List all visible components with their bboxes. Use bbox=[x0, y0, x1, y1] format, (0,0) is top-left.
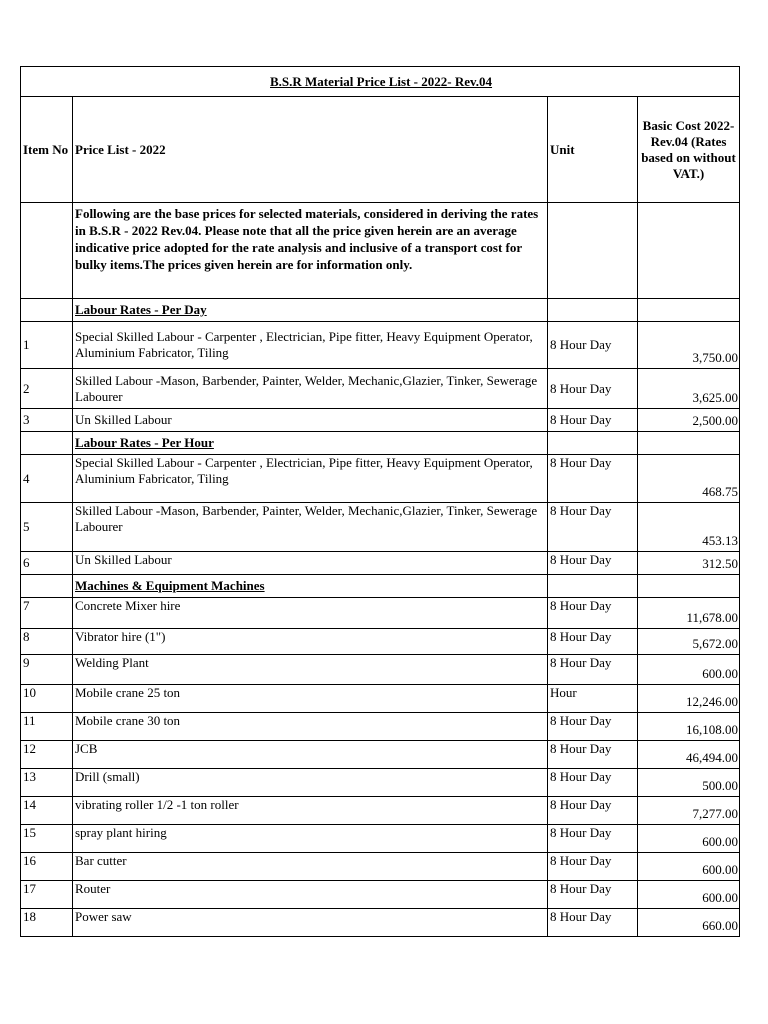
item-cost: 312.50 bbox=[638, 552, 740, 575]
table-row bbox=[21, 552, 740, 575]
section-heading-row bbox=[21, 299, 740, 322]
item-number: 7 bbox=[21, 598, 73, 629]
item-cost: 600.00 bbox=[638, 825, 740, 853]
item-cost: 11,678.00 bbox=[638, 598, 740, 629]
document-title: B.S.R Material Price List - 2022- Rev.04 bbox=[21, 67, 740, 97]
item-unit: 8 Hour Day bbox=[548, 769, 638, 797]
item-number: 4 bbox=[21, 455, 73, 503]
item-description: JCB bbox=[73, 741, 548, 769]
item-cost: 16,108.00 bbox=[638, 713, 740, 741]
item-cost: 46,494.00 bbox=[638, 741, 740, 769]
section-heading: Labour Rates - Per Day bbox=[73, 299, 548, 322]
item-number: 5 bbox=[21, 503, 73, 552]
table-row bbox=[21, 797, 740, 825]
item-description: Drill (small) bbox=[73, 769, 548, 797]
item-cost: 600.00 bbox=[638, 881, 740, 909]
item-cost: 600.00 bbox=[638, 853, 740, 881]
table-row bbox=[21, 629, 740, 655]
section-empty-cell bbox=[548, 432, 638, 455]
table-row bbox=[21, 655, 740, 685]
section-empty-cell bbox=[21, 432, 73, 455]
item-number: 9 bbox=[21, 655, 73, 685]
item-cost: 3,750.00 bbox=[638, 322, 740, 369]
item-description: vibrating roller 1/2 -1 ton roller bbox=[73, 797, 548, 825]
item-unit: 8 Hour Day bbox=[548, 797, 638, 825]
item-description: Skilled Labour -Mason, Barbender, Painter, Welder, Mechanic,Glazier, Tinker, Sewerage Labourer bbox=[73, 369, 548, 409]
table-row bbox=[21, 769, 740, 797]
item-cost: 660.00 bbox=[638, 909, 740, 937]
section-heading: Machines & Equipment Machines bbox=[73, 575, 548, 598]
item-number: 18 bbox=[21, 909, 73, 937]
item-number: 17 bbox=[21, 881, 73, 909]
item-unit: 8 Hour Day bbox=[548, 598, 638, 629]
item-description: Welding Plant bbox=[73, 655, 548, 685]
item-description: Un Skilled Labour bbox=[73, 552, 548, 575]
item-cost: 3,625.00 bbox=[638, 369, 740, 409]
table-row bbox=[21, 881, 740, 909]
price-list-table bbox=[20, 66, 740, 937]
item-unit: 8 Hour Day bbox=[548, 655, 638, 685]
item-description: Power saw bbox=[73, 909, 548, 937]
item-cost: 5,672.00 bbox=[638, 629, 740, 655]
table-row bbox=[21, 455, 740, 503]
header-price-list: Price List - 2022 bbox=[73, 97, 548, 203]
item-number: 1 bbox=[21, 322, 73, 369]
section-empty-cell bbox=[548, 575, 638, 598]
item-number: 11 bbox=[21, 713, 73, 741]
section-empty-cell bbox=[548, 299, 638, 322]
table-row bbox=[21, 909, 740, 937]
item-description: spray plant hiring bbox=[73, 825, 548, 853]
item-cost: 453.13 bbox=[638, 503, 740, 552]
item-number: 14 bbox=[21, 797, 73, 825]
section-empty-cell bbox=[638, 575, 740, 598]
item-number: 8 bbox=[21, 629, 73, 655]
table-row bbox=[21, 369, 740, 409]
item-description: Un Skilled Labour bbox=[73, 409, 548, 432]
item-description: Special Skilled Labour - Carpenter , Electrician, Pipe fitter, Heavy Equipment Operator, Aluminium Fabricator, Tiling bbox=[73, 455, 548, 503]
item-cost: 468.75 bbox=[638, 455, 740, 503]
item-cost: 12,246.00 bbox=[638, 685, 740, 713]
note-empty-cell bbox=[21, 203, 73, 299]
item-description: Bar cutter bbox=[73, 853, 548, 881]
table-row bbox=[21, 409, 740, 432]
note-empty-cell bbox=[638, 203, 740, 299]
item-description: Skilled Labour -Mason, Barbender, Painter, Welder, Mechanic,Glazier, Tinker, Sewerage Labourer bbox=[73, 503, 548, 552]
item-cost: 600.00 bbox=[638, 655, 740, 685]
table-row bbox=[21, 503, 740, 552]
section-empty-cell bbox=[21, 575, 73, 598]
item-unit: 8 Hour Day bbox=[548, 909, 638, 937]
item-unit: 8 Hour Day bbox=[548, 825, 638, 853]
table-row bbox=[21, 322, 740, 369]
header-row bbox=[21, 97, 740, 203]
note-row bbox=[21, 203, 740, 299]
item-unit: 8 Hour Day bbox=[548, 503, 638, 552]
item-unit: 8 Hour Day bbox=[548, 629, 638, 655]
title-row bbox=[21, 67, 740, 97]
item-number: 2 bbox=[21, 369, 73, 409]
table-row bbox=[21, 825, 740, 853]
item-unit: 8 Hour Day bbox=[548, 853, 638, 881]
section-heading-row bbox=[21, 575, 740, 598]
item-description: Special Skilled Labour - Carpenter , Electrician, Pipe fitter, Heavy Equipment Operator, Aluminium Fabricator, Tiling bbox=[73, 322, 548, 369]
item-unit: 8 Hour Day bbox=[548, 369, 638, 409]
header-basic-cost: Basic Cost 2022-Rev.04 (Rates based on without VAT.) bbox=[638, 97, 740, 203]
item-cost: 7,277.00 bbox=[638, 797, 740, 825]
header-item-no: Item No bbox=[21, 97, 73, 203]
table-row bbox=[21, 598, 740, 629]
item-number: 13 bbox=[21, 769, 73, 797]
section-heading: Labour Rates - Per Hour bbox=[73, 432, 548, 455]
item-number: 12 bbox=[21, 741, 73, 769]
item-unit: 8 Hour Day bbox=[548, 741, 638, 769]
item-description: Vibrator hire (1") bbox=[73, 629, 548, 655]
item-unit: 8 Hour Day bbox=[548, 409, 638, 432]
item-unit: 8 Hour Day bbox=[548, 713, 638, 741]
item-description: Router bbox=[73, 881, 548, 909]
item-number: 15 bbox=[21, 825, 73, 853]
note-empty-cell bbox=[548, 203, 638, 299]
header-unit: Unit bbox=[548, 97, 638, 203]
item-cost: 2,500.00 bbox=[638, 409, 740, 432]
intro-note: Following are the base prices for selected materials, considered in deriving the rates in B.S.R - 2022 Rev.04. Please note that all the price given herein are an average indicative price adopted for the rate analysis and inclusive of a transport cost for bulky items.The prices given herein are for information only. bbox=[73, 203, 548, 299]
item-number: 16 bbox=[21, 853, 73, 881]
item-unit: 8 Hour Day bbox=[548, 322, 638, 369]
section-empty-cell bbox=[638, 432, 740, 455]
table-row bbox=[21, 713, 740, 741]
table-row bbox=[21, 741, 740, 769]
item-number: 6 bbox=[21, 552, 73, 575]
table-row bbox=[21, 853, 740, 881]
item-description: Mobile crane 30 ton bbox=[73, 713, 548, 741]
item-unit: 8 Hour Day bbox=[548, 881, 638, 909]
item-unit: Hour bbox=[548, 685, 638, 713]
item-description: Concrete Mixer hire bbox=[73, 598, 548, 629]
item-number: 10 bbox=[21, 685, 73, 713]
item-description: Mobile crane 25 ton bbox=[73, 685, 548, 713]
table-row bbox=[21, 685, 740, 713]
item-unit: 8 Hour Day bbox=[548, 455, 638, 503]
section-empty-cell bbox=[638, 299, 740, 322]
section-empty-cell bbox=[21, 299, 73, 322]
item-unit: 8 Hour Day bbox=[548, 552, 638, 575]
item-cost: 500.00 bbox=[638, 769, 740, 797]
section-heading-row bbox=[21, 432, 740, 455]
item-number: 3 bbox=[21, 409, 73, 432]
